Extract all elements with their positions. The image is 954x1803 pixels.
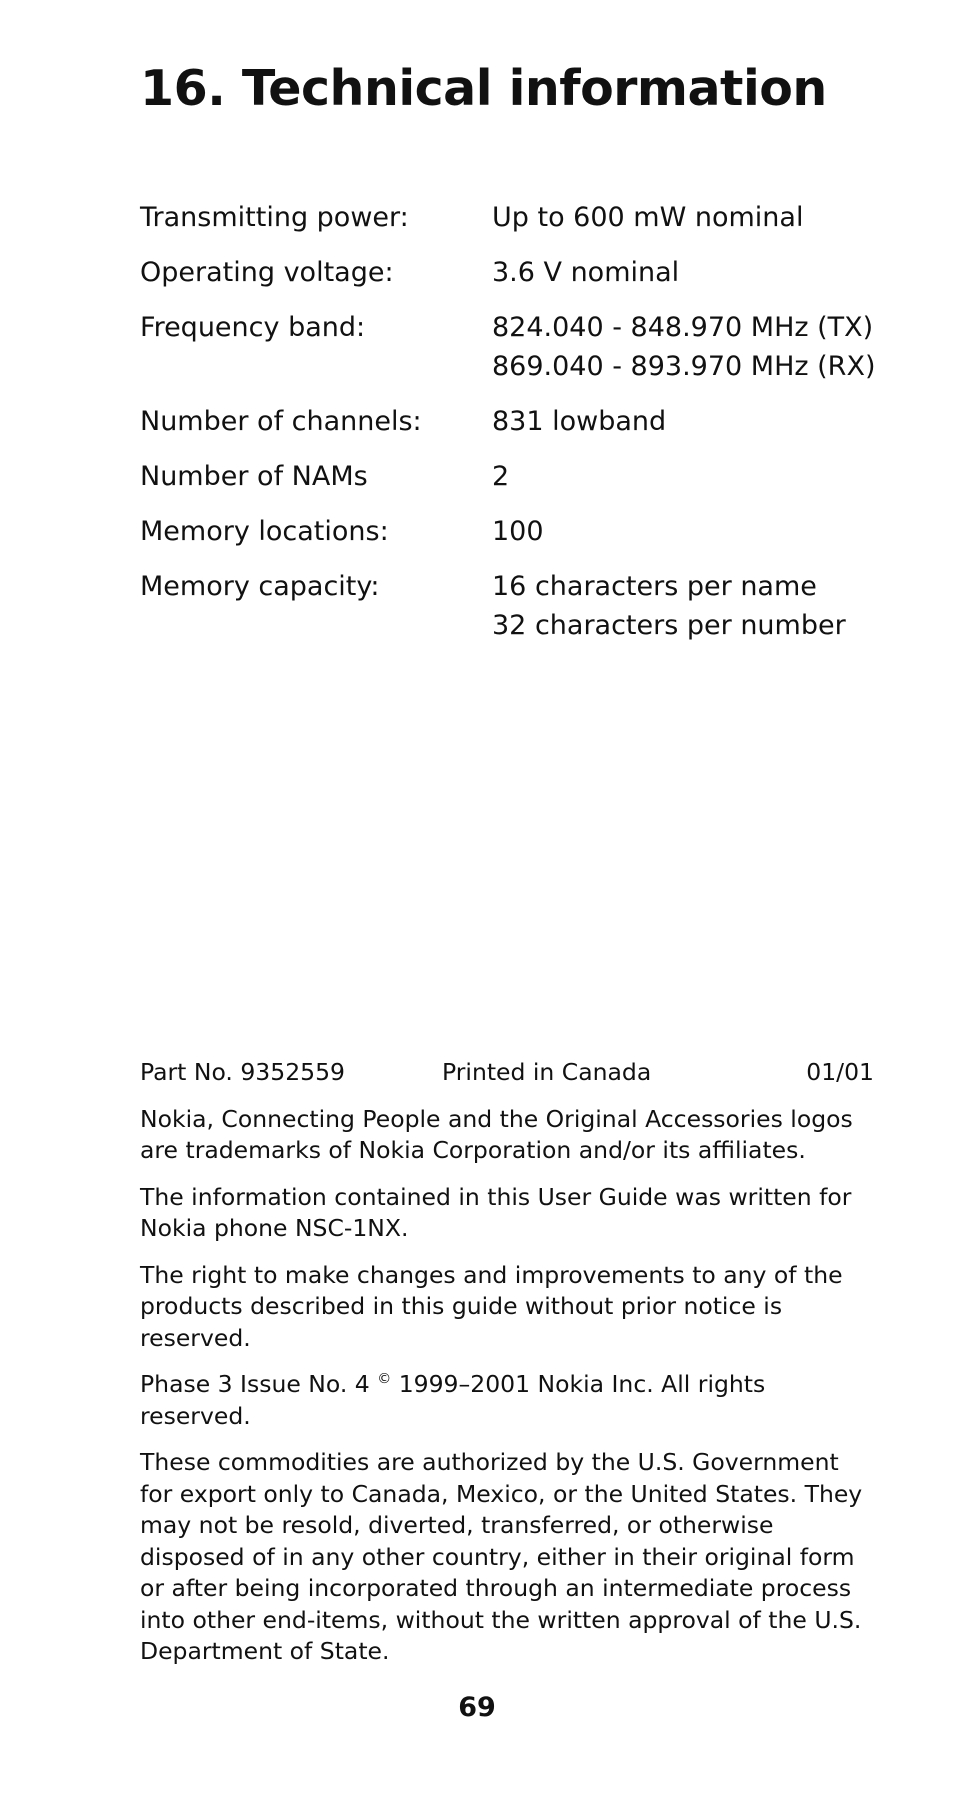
guide-info-paragraph: The information contained in this User Guide was written for Nokia phone NSC-1NX. <box>140 1182 852 1242</box>
spec-value <box>492 402 880 441</box>
spec-value-line: 32 characters per number <box>492 610 846 641</box>
part-number: Part No. 9352559 <box>140 1058 346 1086</box>
spec-label: Number of NAMs <box>140 461 368 492</box>
spec-value-line: 824.040 - 848.970 MHz (TX) <box>492 312 874 343</box>
copyright-symbol: © <box>377 1371 392 1388</box>
spec-value <box>492 198 880 237</box>
spec-label: Memory locations: <box>140 516 389 547</box>
spec-value-line: 16 characters per name <box>492 571 817 602</box>
spec-label: Operating voltage: <box>140 257 394 288</box>
spec-value-line: 3.6 V nominal <box>492 257 680 288</box>
spec-row-number-of-nams <box>140 457 880 496</box>
spec-value <box>492 567 880 645</box>
spec-label: Memory capacity: <box>140 571 380 602</box>
export-paragraph: These commodities are authorized by the U.S. Government for export only to Canada, Mexico, or the United States. They may not be resold, diverted, transferred, or otherwise disposed of in any other country, either in their original form or after being incorporated through an intermediate process into other end-items, without the written approval of the U.S. Department of State. <box>140 1448 863 1665</box>
spec-label: Transmitting power: <box>140 202 409 233</box>
imprint-line <box>140 1057 874 1089</box>
page-number: 69 <box>458 1692 496 1723</box>
spec-value <box>492 457 880 496</box>
spec-table <box>140 198 880 661</box>
spec-row-number-of-channels <box>140 402 880 441</box>
changes-paragraph: The right to make changes and improvements to any of the products described in this guide without prior notice is reserved. <box>140 1260 843 1352</box>
spec-value-line: 100 <box>492 516 544 547</box>
spec-value <box>492 253 880 292</box>
spec-value <box>492 512 880 551</box>
copyright-prefix: Phase 3 Issue No. 4 <box>140 1370 370 1398</box>
spec-value-line: 2 <box>492 461 510 492</box>
spec-value <box>492 308 880 386</box>
spec-row-memory-capacity <box>140 567 880 645</box>
spec-value-line: Up to 600 mW nominal <box>492 202 804 233</box>
copyright-suffix: 1999–2001 Nokia Inc. All rights reserved. <box>140 1370 766 1430</box>
spec-label: Number of channels: <box>140 406 422 437</box>
spec-row-transmitting-power <box>140 198 880 237</box>
spec-row-frequency-band <box>140 308 880 386</box>
spec-value-line: 831 lowband <box>492 406 667 437</box>
page-title: 16. Technical information <box>140 60 827 117</box>
spec-label: Frequency band: <box>140 312 366 343</box>
printed-in: Printed in Canada <box>442 1058 652 1086</box>
spec-row-operating-voltage <box>140 253 880 292</box>
legal-notice <box>140 1057 874 1683</box>
spec-row-memory-locations <box>140 512 880 551</box>
spec-value-line: 869.040 - 893.970 MHz (RX) <box>492 351 876 382</box>
print-date: 01/01 <box>806 1058 874 1086</box>
copyright-paragraph <box>140 1369 874 1432</box>
trademark-paragraph: Nokia, Connecting People and the Original Accessories logos are trademarks of Nokia Corporation and/or its affiliates. <box>140 1104 853 1164</box>
